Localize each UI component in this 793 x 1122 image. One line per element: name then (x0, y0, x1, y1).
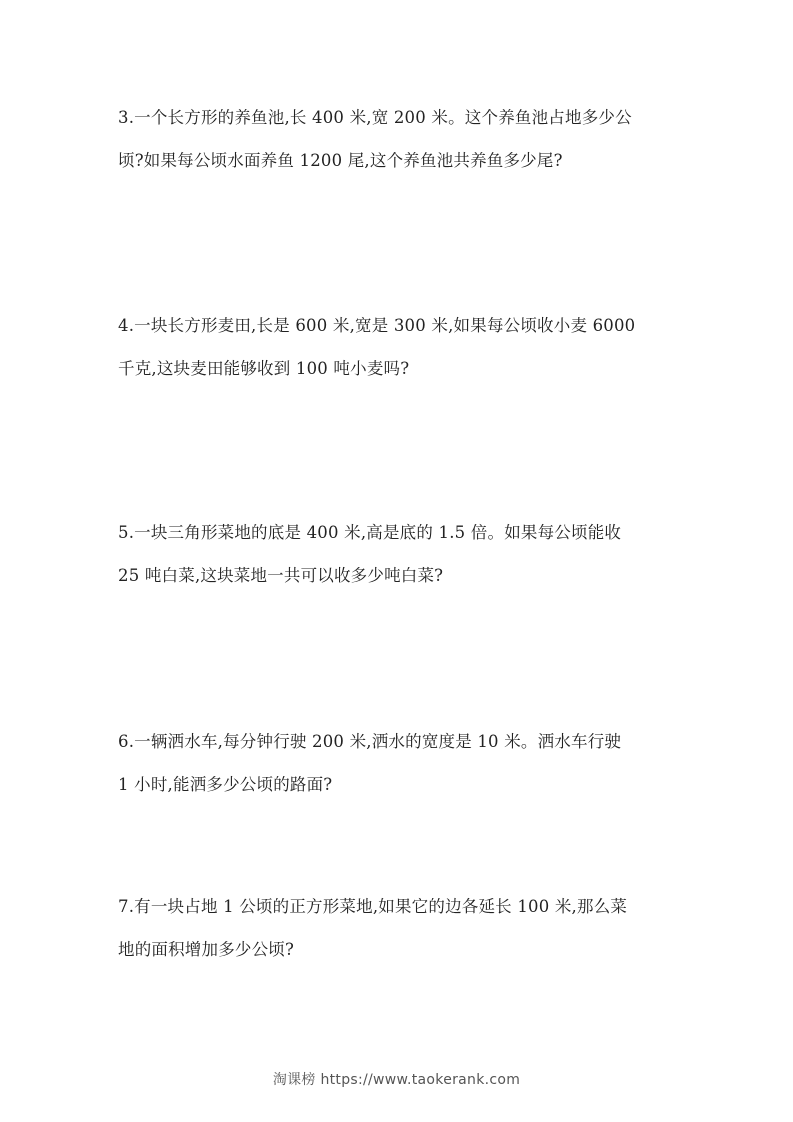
question-7-line-2: 地的面积增加多少公顷? (118, 940, 295, 959)
question-3-line-1: 3.一个长方形的养鱼池,长 400 米,宽 200 米。这个养鱼池占地多少公 (118, 108, 632, 127)
question-5-line-1: 5.一块三角形菜地的底是 400 米,高是底的 1.5 倍。如果每公顷能收 (118, 523, 622, 542)
question-3-line-2: 顷?如果每公顷水面养鱼 1200 尾,这个养鱼池共养鱼多少尾? (118, 151, 563, 170)
question-3 (118, 96, 678, 182)
question-5 (118, 511, 678, 597)
question-4 (118, 304, 678, 390)
question-6 (118, 720, 678, 806)
question-4-line-1: 4.一块长方形麦田,长是 600 米,宽是 300 米,如果每公顷收小麦 6000 (118, 316, 636, 335)
question-7-line-1: 7.有一块占地 1 公顷的正方形菜地,如果它的边各延长 100 米,那么菜 (118, 897, 628, 916)
question-6-line-1: 6.一辆洒水车,每分钟行驶 200 米,洒水的宽度是 10 米。洒水车行驶 (118, 732, 622, 751)
question-5-line-2: 25 吨白菜,这块菜地一共可以收多少吨白菜? (118, 566, 444, 585)
footer-watermark: 淘课榜 https://www.taokerank.com (272, 1072, 521, 1088)
question-4-line-2: 千克,这块麦田能够收到 100 吨小麦吗? (118, 359, 410, 378)
question-7 (118, 885, 678, 971)
question-6-line-2: 1 小时,能洒多少公顷的路面? (118, 775, 333, 794)
